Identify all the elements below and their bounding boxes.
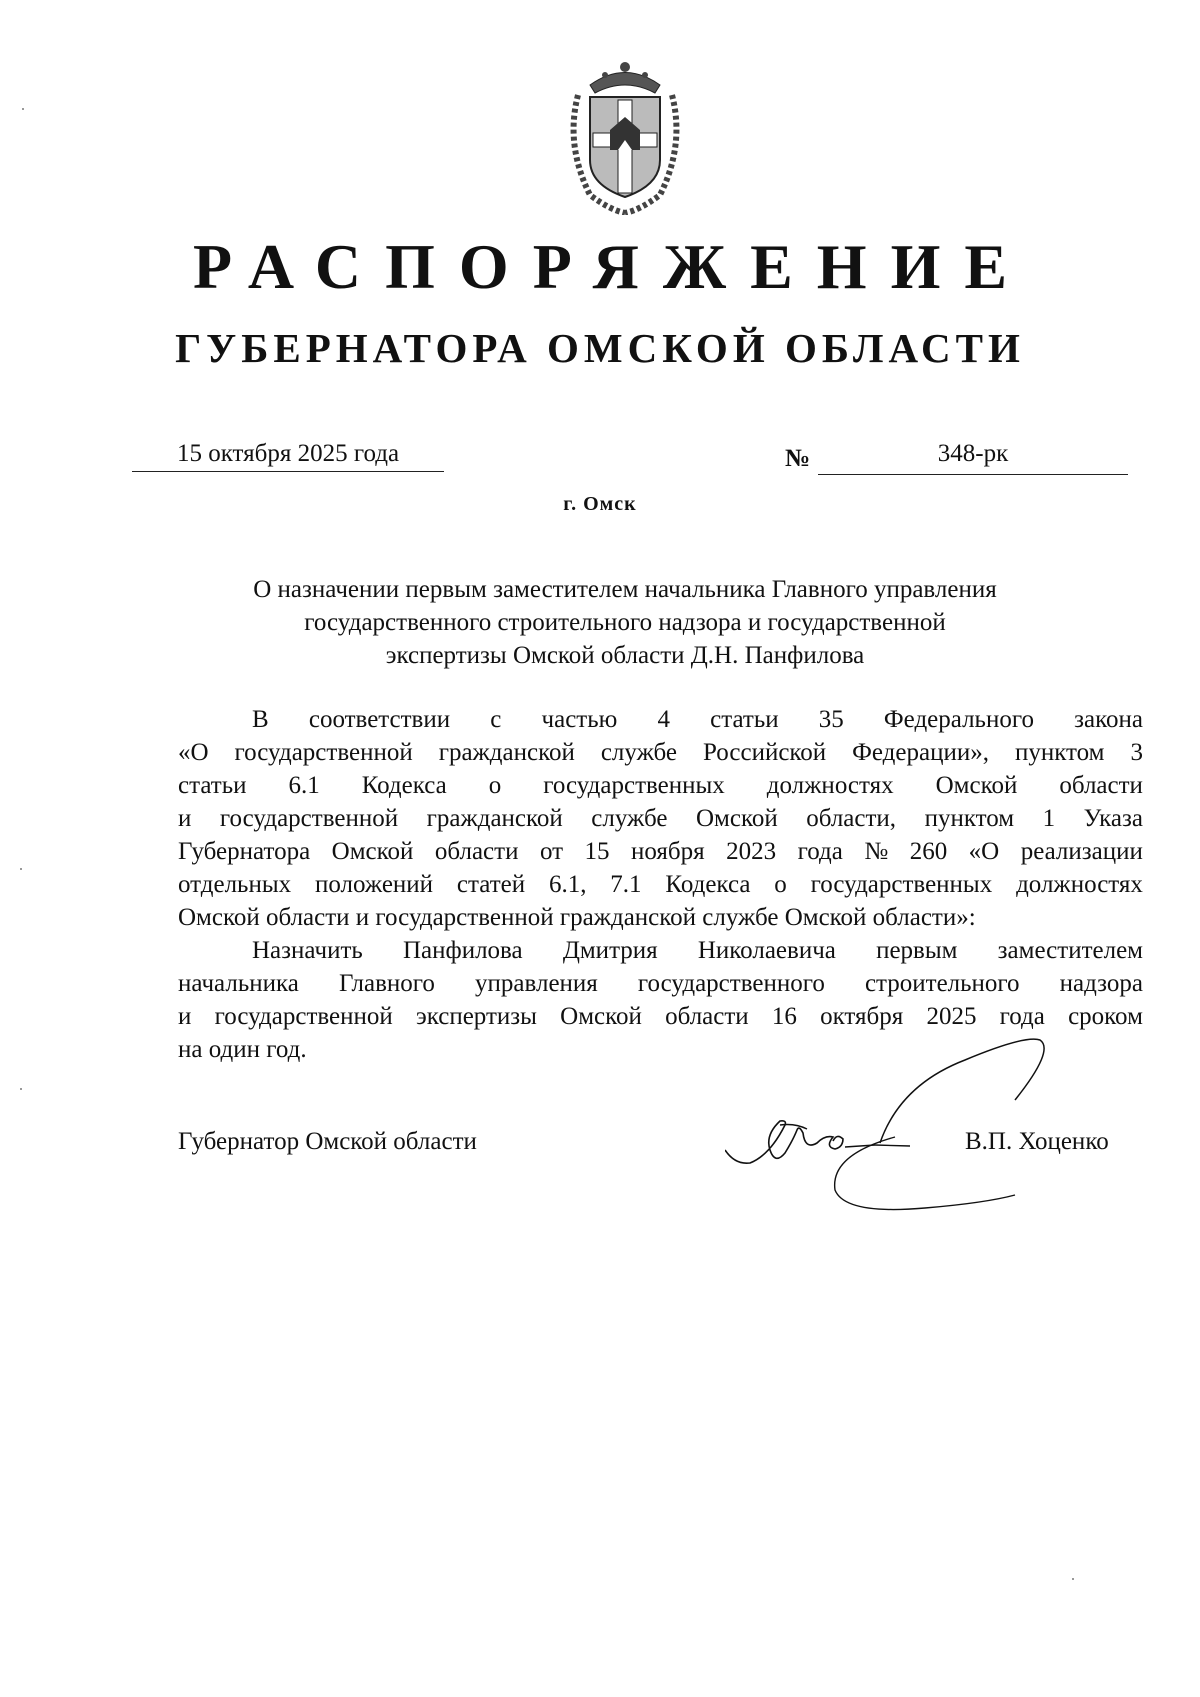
word: частью [541, 706, 618, 733]
word: государственной [219, 805, 399, 832]
word: 260 [909, 838, 948, 865]
word: Дмитрия [562, 937, 658, 964]
word: области [434, 838, 519, 865]
body-line [178, 703, 1143, 736]
word: гражданской [438, 739, 575, 766]
handwritten-signature [725, 1025, 1145, 1215]
document-type-title: РАСПОРЯЖЕНИЕ [192, 231, 1032, 302]
word: статьи [178, 772, 247, 799]
scan-speck [22, 108, 24, 110]
subject-line: государственного строительного надзора и государственной [304, 609, 946, 636]
subject-line: экспертизы Омской области Д.Н. Панфилова [385, 642, 865, 669]
scan-speck [20, 868, 22, 870]
scan-speck [20, 1088, 22, 1090]
word: 2023 [726, 838, 777, 865]
issuer-title: ГУБЕРНАТОРА ОМСКОЙ ОБЛАСТИ [175, 325, 1025, 371]
body-line [178, 868, 1143, 901]
word: 3 [1130, 739, 1143, 766]
word: года [999, 1003, 1045, 1030]
word: надзора [1059, 970, 1143, 997]
word: Федерального [883, 706, 1034, 733]
word: сроком [1068, 1003, 1143, 1030]
word: должностях [1016, 871, 1143, 898]
word: Главного [338, 970, 435, 997]
word: управления [475, 970, 598, 997]
word: статьи [710, 706, 779, 733]
word: и [178, 805, 192, 832]
word: о [774, 871, 787, 898]
word: 4 [657, 706, 670, 733]
word: пунктом [1014, 739, 1105, 766]
body-line [178, 967, 1143, 1000]
word: начальника [178, 970, 299, 997]
word: строительного [864, 970, 1020, 997]
word: 6.1, [548, 871, 587, 898]
word: службе [591, 805, 668, 832]
word: области, [806, 805, 897, 832]
word: государственной [234, 739, 413, 766]
word: Кодекса [665, 871, 751, 898]
word: 15 [584, 838, 610, 865]
word: Губернатора [178, 838, 311, 865]
word: государственной [214, 1003, 393, 1030]
document-date: 15 октября 2025 года [132, 440, 444, 472]
word: Омской [560, 1003, 642, 1030]
word: должностях [766, 772, 894, 799]
word: Указа [1083, 805, 1143, 832]
word: отдельных [178, 871, 292, 898]
word: «О [178, 739, 209, 766]
word: соответствии [308, 706, 451, 733]
word: № [864, 838, 889, 865]
body-line [178, 835, 1143, 868]
word: 6.1 [288, 772, 320, 799]
word: области [665, 1003, 749, 1030]
number-sign: № [785, 445, 811, 472]
word: заместителем [997, 937, 1143, 964]
document-body [178, 703, 1143, 1066]
body-line: Омской области и государственной гражданской службе Омской области»: [178, 904, 976, 931]
word: от [539, 838, 564, 865]
word: экспертизы [415, 1003, 537, 1030]
word: года [797, 838, 843, 865]
word: государственных [543, 772, 725, 799]
word: Омской [695, 805, 778, 832]
word: Федерации», [852, 739, 989, 766]
word: реализации [1020, 838, 1143, 865]
word: службе [600, 739, 677, 766]
word: Омской [935, 772, 1018, 799]
body-line [178, 736, 1143, 769]
body-line [178, 934, 1143, 967]
document-subject [175, 573, 1075, 672]
word: и [178, 1003, 192, 1030]
word: государственных [810, 871, 993, 898]
word: с [490, 706, 502, 733]
word: 16 [771, 1003, 797, 1030]
word: закона [1074, 706, 1143, 733]
scan-speck [1072, 1578, 1074, 1580]
word: «О [968, 838, 1000, 865]
word: октября [820, 1003, 904, 1030]
word: 1 [1042, 805, 1056, 832]
word: положений [314, 871, 434, 898]
word: пунктом [924, 805, 1015, 832]
word: государственного [637, 970, 825, 997]
word: о [488, 772, 502, 799]
body-line: на один год. [178, 1036, 307, 1063]
city: г. Омск [563, 493, 637, 515]
word: ноября [631, 838, 705, 865]
word: Омской [331, 838, 414, 865]
word: области [1059, 772, 1143, 799]
coat-of-arms-icon [560, 55, 690, 215]
document-number: 348-рк [818, 440, 1128, 475]
word: статей [456, 871, 526, 898]
body-line [178, 769, 1143, 802]
paragraph-1 [178, 703, 1143, 934]
signatory-name: В.П. Хоценко [965, 1128, 1109, 1155]
word: Российской [702, 739, 827, 766]
word: Панфилова [402, 937, 523, 964]
signatory-title: Губернатор Омской области [178, 1128, 477, 1155]
word: 7.1 [610, 871, 642, 898]
word: гражданской [426, 805, 563, 832]
word: В [252, 706, 269, 733]
word: первым [876, 937, 958, 964]
body-line [178, 802, 1143, 835]
word: Кодекса [361, 772, 447, 799]
word: 2025 [926, 1003, 977, 1030]
word: Назначить [252, 937, 363, 964]
word: 35 [818, 706, 844, 733]
subject-line: О назначении первым заместителем начальника Главного управления [253, 576, 997, 603]
word: Николаевича [697, 937, 836, 964]
